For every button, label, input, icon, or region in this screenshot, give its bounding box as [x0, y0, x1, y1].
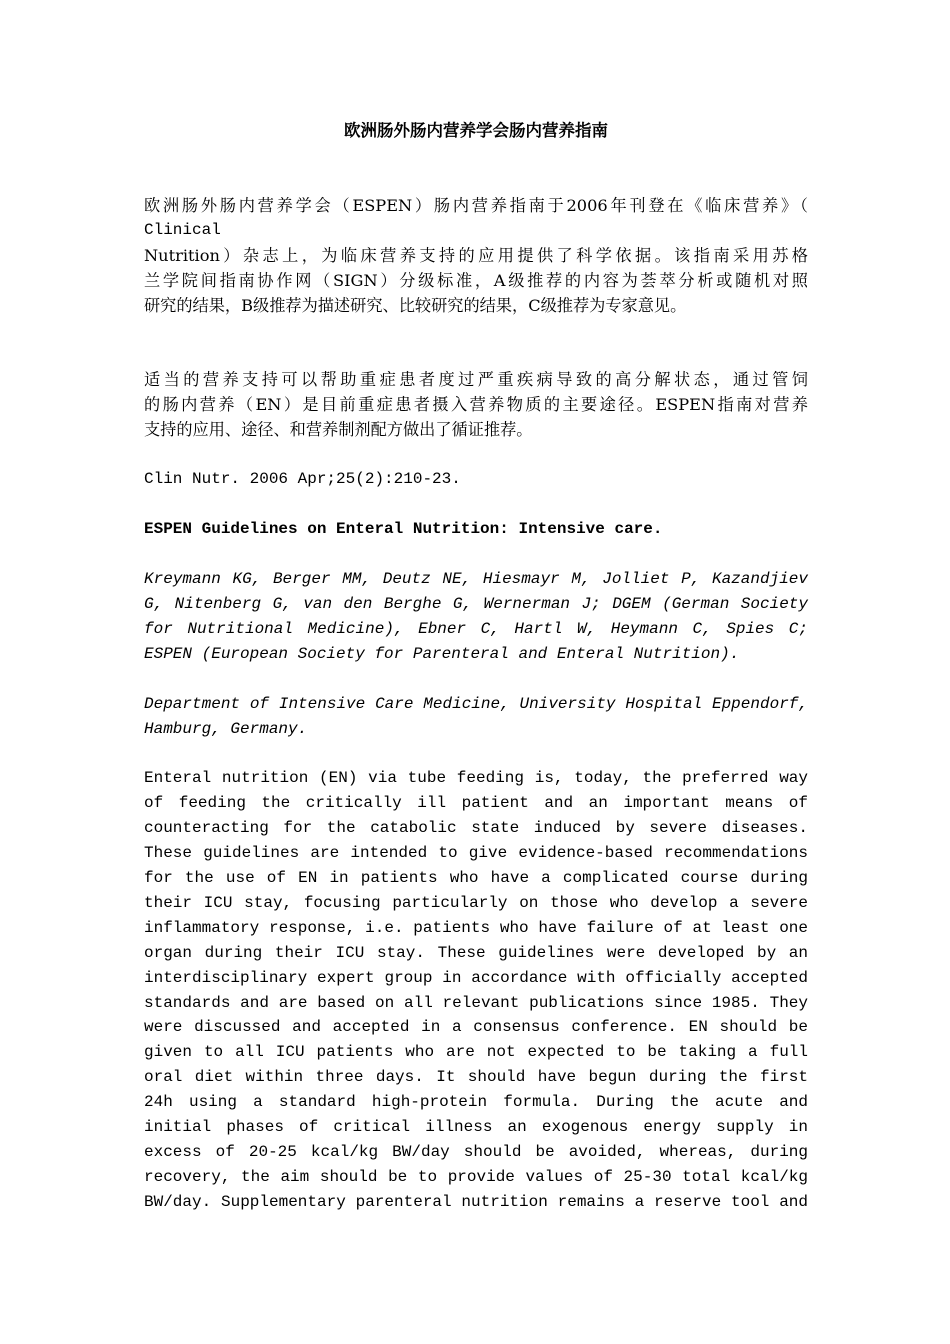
- abstract-line: BW/day. Supplementary parenteral nutrition remains a reserve tool and: [144, 1193, 808, 1211]
- abstract-line: interdisciplinary expert group in accordance with officially accepted: [144, 969, 808, 987]
- intro-line: Nutrition）杂志上，为临床营养支持的应用提供了科学依据。该指南采用苏格: [144, 246, 808, 265]
- abstract-line: 24h using a standard high-protein formula. During the acute and: [144, 1093, 808, 1111]
- abstract-line: their ICU stay, focusing particularly on those who develop a severe: [144, 894, 808, 912]
- intro-line: Clinical: [144, 221, 221, 239]
- summary-line: 适当的营养支持可以帮助重症患者度过严重疾病导致的高分解状态，通过管饲: [144, 370, 808, 389]
- summary-line: 的肠内营养（EN）是目前重症患者摄入营养物质的主要途径。ESPEN指南对营养: [144, 395, 808, 414]
- abstract-line: standards and are based on all relevant publications since 1985. They: [144, 994, 808, 1012]
- abstract-line: excess of 20-25 kcal/kg BW/day should be avoided, whereas, during: [144, 1143, 808, 1161]
- authors-line: ESPEN (European Society for Parenteral and Enteral Nutrition).: [144, 645, 740, 663]
- authors-line: G, Nitenberg G, van den Berghe G, Wernerman J; DGEM (German Society: [144, 595, 808, 613]
- abstract-line: recovery, the aim should be to provide values of 25-30 total kcal/kg: [144, 1168, 808, 1186]
- abstract-line: of feeding the critically ill patient and an important means of: [144, 794, 808, 812]
- affiliation-line: Department of Intensive Care Medicine, University Hospital Eppendorf,: [144, 695, 808, 713]
- abstract-line: inflammatory response, i.e. patients who have failure of at least one: [144, 919, 808, 937]
- affiliation-line: Hamburg, Germany.: [144, 720, 308, 738]
- authors-line: for Nutritional Medicine), Ebner C, Hartl W, Heymann C, Spies C;: [144, 620, 808, 638]
- abstract-line: Enteral nutrition (EN) via tube feeding is, today, the preferred way: [144, 769, 808, 787]
- citation: Clin Nutr. 2006 Apr;25(2):210-23.: [144, 470, 461, 488]
- abstract-line: counteracting for the catabolic state induced by severe diseases.: [144, 819, 808, 837]
- abstract-line: organ during their ICU stay. These guidelines were developed by an: [144, 944, 808, 962]
- abstract-line: were discussed and accepted in a consensus conference. EN should be: [144, 1018, 808, 1036]
- abstract-line: initial phases of critical illness an exogenous energy supply in: [144, 1118, 808, 1136]
- abstract-line: for the use of EN in patients who have a complicated course during: [144, 869, 808, 887]
- intro-line: 研究的结果，B级推荐为描述研究、比较研究的结果，C级推荐为专家意见。: [144, 296, 687, 315]
- summary-line: 支持的应用、途径、和营养制剂配方做出了循证推荐。: [144, 420, 533, 439]
- authors-line: Kreymann KG, Berger MM, Deutz NE, Hiesmayr M, Jolliet P, Kazandjiev: [144, 570, 808, 588]
- intro-line: 兰学院间指南协作网（SIGN）分级标准，A级推荐的内容为荟萃分析或随机对照: [144, 271, 808, 290]
- intro-line: 欧洲肠外肠内营养学会（ESPEN）肠内营养指南于2006年刊登在《临床营养》（: [144, 196, 808, 215]
- article-title: ESPEN Guidelines on Enteral Nutrition: Intensive care.: [144, 520, 663, 538]
- abstract-line: given to all ICU patients who are not expected to be taking a full: [144, 1043, 808, 1061]
- abstract-line: These guidelines are intended to give evidence-based recommendations: [144, 844, 808, 862]
- abstract-line: oral diet within three days. It should have begun during the first: [144, 1068, 808, 1086]
- document-title: 欧洲肠外肠内营养学会肠内营养指南: [344, 121, 608, 140]
